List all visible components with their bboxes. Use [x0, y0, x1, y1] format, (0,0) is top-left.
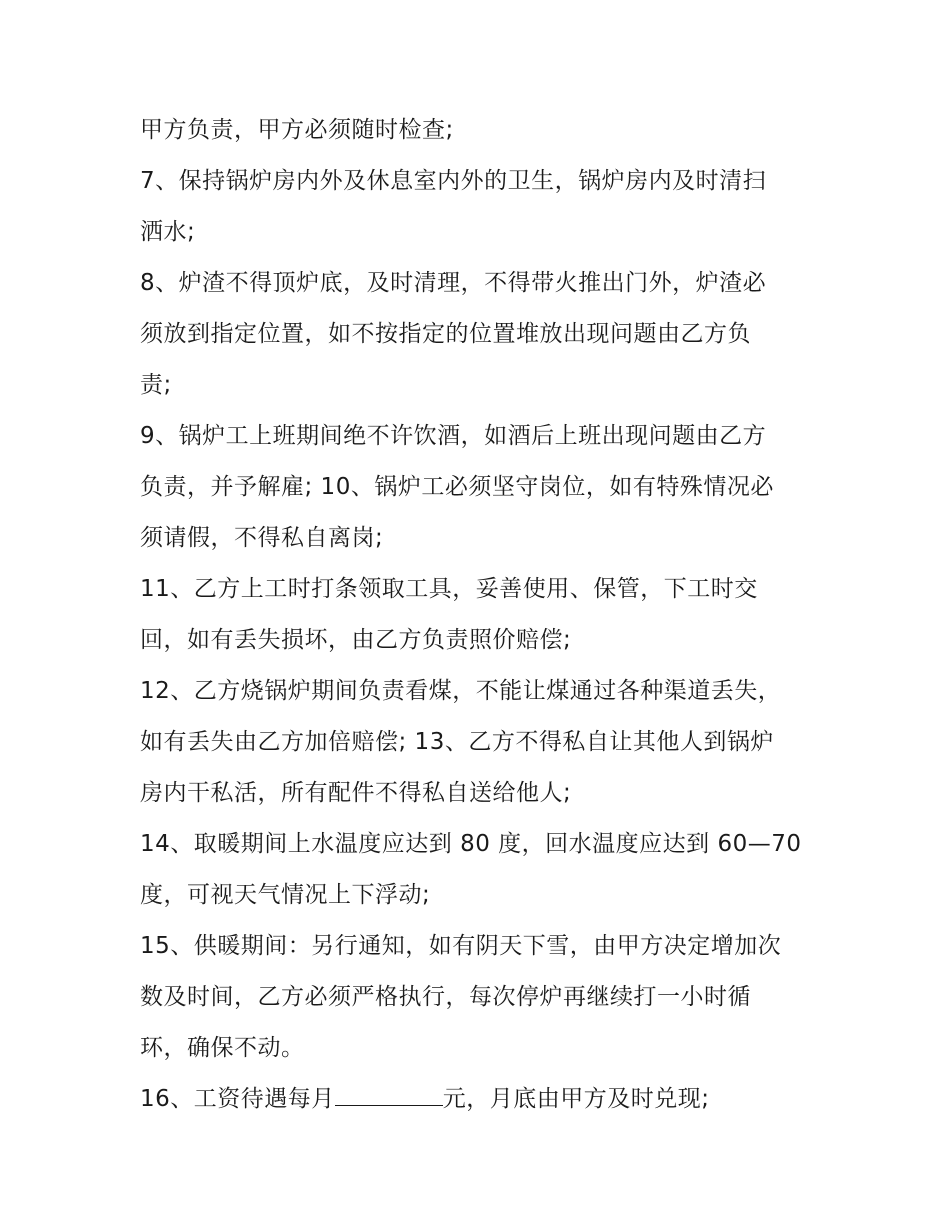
- text-line: 数及时间，乙方必须严格执行，每次停炉再继续打一小时循: [140, 984, 751, 1010]
- wage-line-suffix: 元，月底由甲方及时兑现;: [442, 1086, 710, 1112]
- text-line: 责;: [140, 372, 172, 398]
- text-line: 15、供暖期间：另行通知，如有阴天下雪，由甲方决定增加次: [140, 933, 782, 959]
- text-line: 14、取暖期间上水温度应达到 80 度，回水温度应达到 60—70: [140, 831, 802, 857]
- text-line: 8、炉渣不得顶炉底，及时清理，不得带火推出门外，炉渣必: [140, 270, 767, 296]
- wage-amount-blank: [335, 1085, 443, 1106]
- text-line: 12、乙方烧锅炉期间负责看煤，不能让煤通过各种渠道丢失，: [140, 678, 782, 704]
- text-line: 11、乙方上工时打条领取工具，妥善使用、保管，下工时交: [140, 576, 758, 602]
- text-line: 回，如有丢失损坏，由乙方负责照价赔偿;: [140, 627, 572, 653]
- text-line: 如有丢失由乙方加倍赔偿; 13、乙方不得私自让其他人到锅炉: [140, 729, 774, 755]
- text-line: 负责，并予解雇; 10、锅炉工必须坚守岗位，如有特殊情况必: [140, 474, 774, 500]
- text-line: 度，可视天气情况上下浮动;: [140, 882, 431, 908]
- text-line: 环，确保不动。: [140, 1035, 305, 1061]
- text-line: 甲方负责，甲方必须随时检查;: [140, 117, 454, 143]
- document-body: [140, 105, 820, 1125]
- text-line: 9、锅炉工上班期间绝不许饮酒，如酒后上班出现问题由乙方: [140, 423, 767, 449]
- text-line: 须请假，不得私自离岗;: [140, 525, 384, 551]
- text-line: 房内干私活，所有配件不得私自送给他人;: [140, 780, 572, 806]
- text-line: 须放到指定位置，如不按指定的位置堆放出现问题由乙方负: [140, 321, 751, 347]
- wage-line: [140, 1074, 820, 1125]
- wage-line-prefix: 16、工资待遇每月: [140, 1086, 335, 1112]
- text-line: 洒水;: [140, 219, 196, 245]
- text-line: 7、保持锅炉房内外及休息室内外的卫生，锅炉房内及时清扫: [140, 168, 767, 194]
